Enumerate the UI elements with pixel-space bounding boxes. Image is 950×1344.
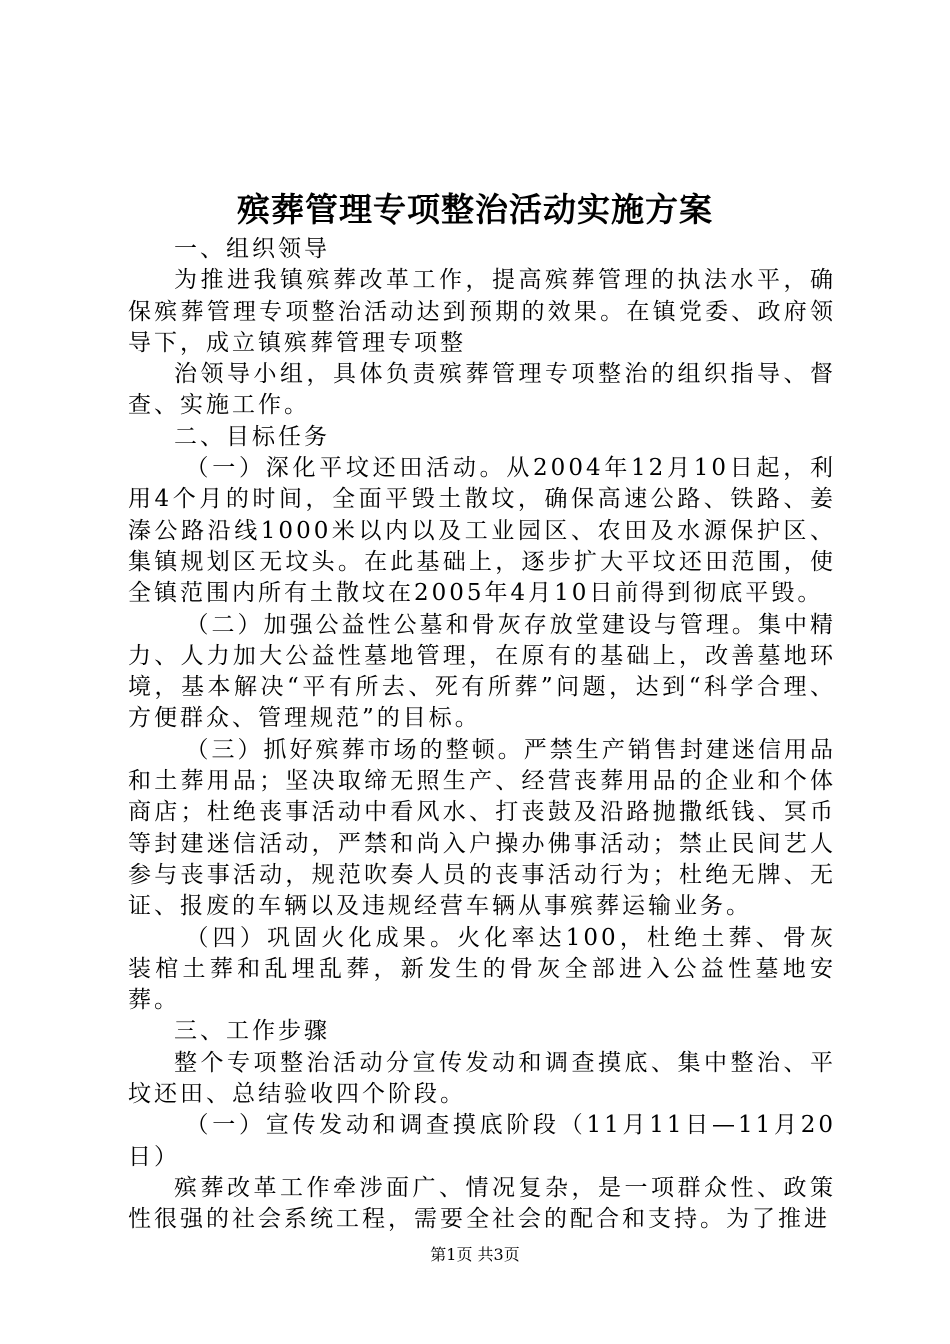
paragraph-goal-4: （四）巩固火化成果。火化率达100，杜绝土葬、骨灰装棺土葬和乱埋乱葬，新发生的骨灰全部进入公益性墓地安葬。 [128, 924, 836, 1014]
paragraph-leading-group: 治领导小组，具体负责殡葬管理专项整治的组织指导、督查、实施工作。 [128, 361, 836, 419]
paragraph-steps-overview: 整个专项整治活动分宣传发动和调查摸底、集中整治、平坟还田、总结验收四个阶段。 [128, 1049, 836, 1108]
paragraph-goal-3: （三）抓好殡葬市场的整顿。严禁生产销售封建迷信用品和土葬用品；坚决取缔无照生产、经营丧葬用品的企业和个体商店；杜绝丧事活动中看风水、打丧鼓及沿路抛撒纸钱、冥币等封建迷信活动，严禁和尚入户操办佛事活动；禁止民间艺人参与丧事活动，规范吹奏人员的丧事活动行为；杜绝无牌、无证、报废的车辆以及违规经营车辆从事殡葬运输业务。 [128, 736, 836, 920]
section-heading-goals: 二、目标任务 [174, 423, 330, 450]
paragraph-step-1-body: 殡葬改革工作牵涉面广、情况复杂，是一项群众性、政策性很强的社会系统工程，需要全社会的配合和支持。为了推进 [128, 1174, 836, 1233]
paragraph-step-1-heading: （一）宣传发动和调查摸底阶段（11月11日—11月20日） [128, 1112, 836, 1170]
paragraph-goal-1: （一）深化平坟还田活动。从2004年12月10日起，利用4个月的时间，全面平毁土散坟，确保高速公路、铁路、姜溱公路沿线1000米以内以及工业园区、农田及水源保护区、集镇规划区无坟头。在此基础上，逐步扩大平坟还田范围，使全镇范围内所有土散坟在2005年4月10日前得到彻底平毁。 [128, 455, 836, 607]
page-footer: 第1页 共3页 [430, 1245, 520, 1264]
section-heading-steps: 三、工作步骤 [174, 1018, 330, 1045]
section-heading-organization: 一、组织领导 [174, 236, 330, 262]
document-body [128, 234, 836, 1236]
document-title: 殡葬管理专项整治活动实施方案 [237, 190, 713, 229]
paragraph-intro: 为推进我镇殡葬改革工作，提高殡葬管理的执法水平，确保殡葬管理专项整治活动达到预期的效果。在镇党委、政府领导下，成立镇殡葬管理专项整 [128, 267, 836, 356]
paragraph-goal-2: （二）加强公益性公墓和骨灰存放堂建设与管理。集中精力、人力加大公益性墓地管理，在原有的基础上，改善墓地环境，基本解决“平有所去、死有所葬”问题，达到“科学合理、方便群众、管理规范”的目标。 [128, 611, 836, 732]
